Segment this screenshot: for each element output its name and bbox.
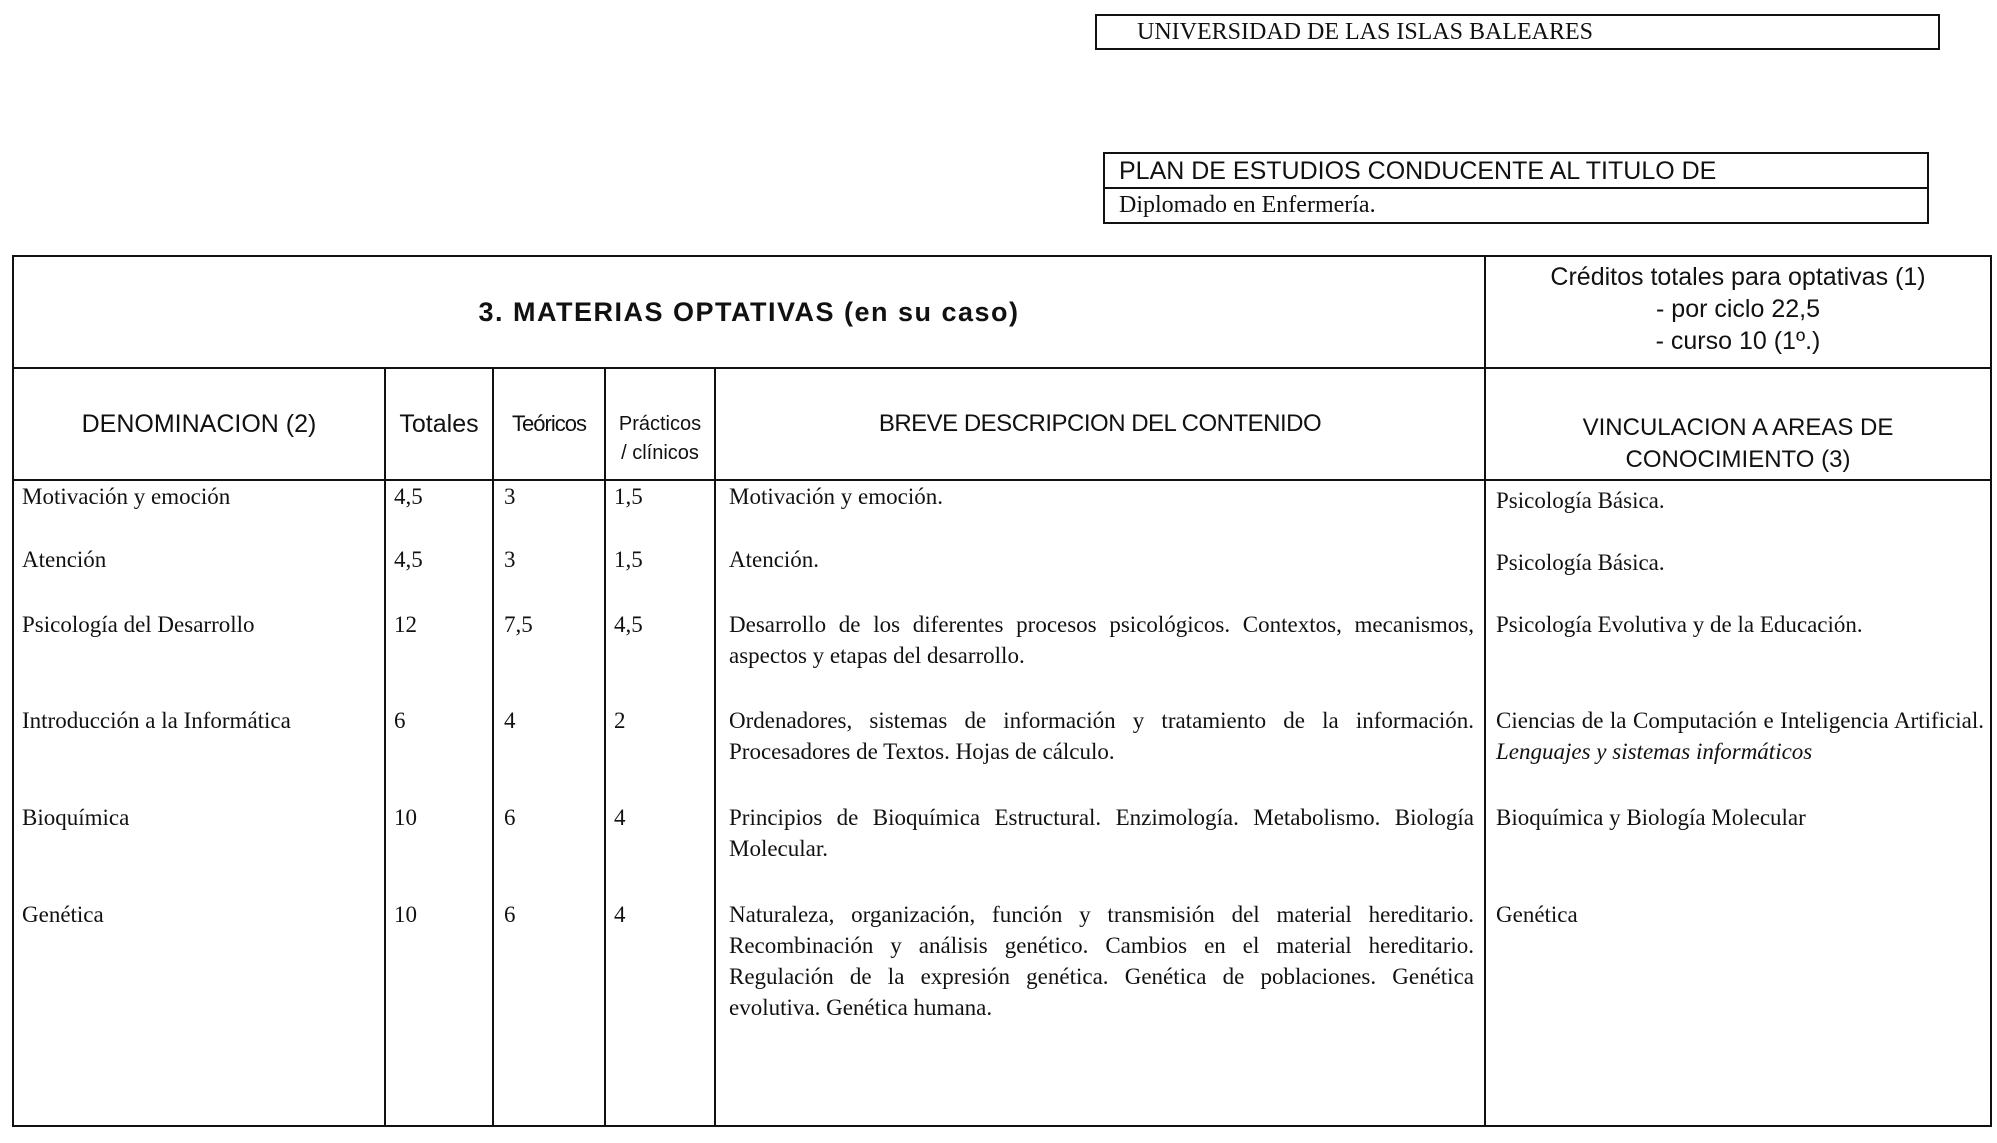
row-2-area <box>1496 547 1984 578</box>
row-6-area-text: Genética <box>1496 902 1578 927</box>
row-3-denominacion: Psicología del Desarrollo <box>22 612 255 637</box>
degree-title: Diplomado en Enfermería. <box>1119 192 1376 218</box>
plan-box <box>1103 152 1929 224</box>
col-denominacion: DENOMINACION (2) <box>81 409 317 438</box>
row-3-practicos: 4,5 <box>614 612 643 637</box>
row-6-denominacion: Genética <box>22 902 104 927</box>
section-title: 3. MATERIAS OPTATIVAS (en su caso) <box>478 296 1020 327</box>
row-2-totales: 4,5 <box>394 547 423 572</box>
credits-total: Créditos totales para optativas (1) <box>1550 263 1926 291</box>
row-1-totales: 4,5 <box>394 484 423 509</box>
col-practicos <box>606 369 714 479</box>
row-1-teoricos: 3 <box>504 484 516 509</box>
row-2-teoricos: 3 <box>504 547 516 572</box>
row-6-area <box>1496 899 1984 930</box>
col-vinculacion-line2: CONOCIMIENTO (3) <box>1625 446 1851 473</box>
row-1-area-text: Psicología Básica. <box>1496 488 1665 513</box>
row-2-denominacion: Atención <box>22 547 107 572</box>
university-name: UNIVERSIDAD DE LAS ISLAS BALEARES <box>1137 19 1594 45</box>
row-4-area-italic: Lenguajes y sistemas informáticos <box>1496 739 1813 764</box>
row-4-descripcion: Ordenadores, sistemas de información y tratamiento de la información. Procesadores de Textos. Hojas de cálculo. <box>729 708 1474 764</box>
row-1-denominacion: Motivación y emoción <box>22 484 231 509</box>
row-6-teoricos: 6 <box>504 902 516 927</box>
row-4-practicos: 2 <box>614 708 626 733</box>
row-3-totales: 12 <box>394 612 417 637</box>
col-descripcion: BREVE DESCRIPCION DEL CONTENIDO <box>878 410 1322 437</box>
col-totales: Totales <box>399 409 479 438</box>
col-vinculacion-line1: VINCULACION A AREAS DE <box>1582 414 1894 441</box>
row-1-area <box>1496 485 1984 516</box>
credits-curso: - curso 10 (1º.) <box>1655 327 1821 355</box>
row-6-practicos: 4 <box>614 902 626 927</box>
row-5-area-text: Bioquímica y Biología Molecular <box>1496 805 1806 830</box>
row-4-teoricos: 4 <box>504 708 516 733</box>
col-teoricos: Teóricos <box>512 411 586 436</box>
row-1-descripcion: Motivación y emoción. <box>729 484 943 509</box>
col-practicos-line2: / clínicos <box>621 442 699 464</box>
row-4-denominacion: Introducción a la Informática <box>22 708 291 733</box>
row-5-totales: 10 <box>394 805 417 830</box>
row-5-teoricos: 6 <box>504 805 516 830</box>
col-practicos-line1: Prácticos <box>618 413 702 435</box>
row-2-practicos: 1,5 <box>614 547 643 572</box>
optativas-table <box>12 255 1992 1127</box>
row-5-area <box>1496 802 1984 833</box>
row-6-descripcion: Naturaleza, organización, función y transmisión del material hereditario. Recombinación y análisis genético. Cambios en el material hereditario. Regulación de la expresión genética. Genética de poblaciones. Genética evolutiva. Genética humana. <box>729 902 1474 1020</box>
row-3-area-text: Psicología Evolutiva y de la Educación. <box>1496 612 1863 637</box>
plan-label: PLAN DE ESTUDIOS CONDUCENTE AL TITULO DE <box>1105 154 1927 189</box>
col-vinculacion <box>1486 369 1990 479</box>
row-3-descripcion: Desarrollo de los diferentes procesos psicológicos. Contextos, mecanismos, aspectos y etapas del desarrollo. <box>729 612 1474 668</box>
row-2-area-text: Psicología Básica. <box>1496 550 1665 575</box>
row-6-totales: 10 <box>394 902 417 927</box>
row-2-descripcion: Atención. <box>729 547 820 572</box>
row-5-descripcion: Principios de Bioquímica Estructural. Enzimología. Metabolismo. Biología Molecular. <box>729 805 1474 861</box>
row-4-area-text: Ciencias de la Computación e Inteligencia Artificial. <box>1496 708 1984 733</box>
row-5-practicos: 4 <box>614 805 626 830</box>
credits-summary <box>1486 261 1990 365</box>
row-3-teoricos: 7,5 <box>504 612 533 637</box>
row-5-denominacion: Bioquímica <box>22 805 130 830</box>
credits-por-ciclo: - por ciclo 22,5 <box>1656 295 1820 323</box>
row-3-area <box>1496 609 1984 640</box>
row-4-totales: 6 <box>394 708 406 733</box>
row-4-area <box>1496 705 1984 767</box>
university-header <box>1095 14 1940 50</box>
row-1-practicos: 1,5 <box>614 484 643 509</box>
